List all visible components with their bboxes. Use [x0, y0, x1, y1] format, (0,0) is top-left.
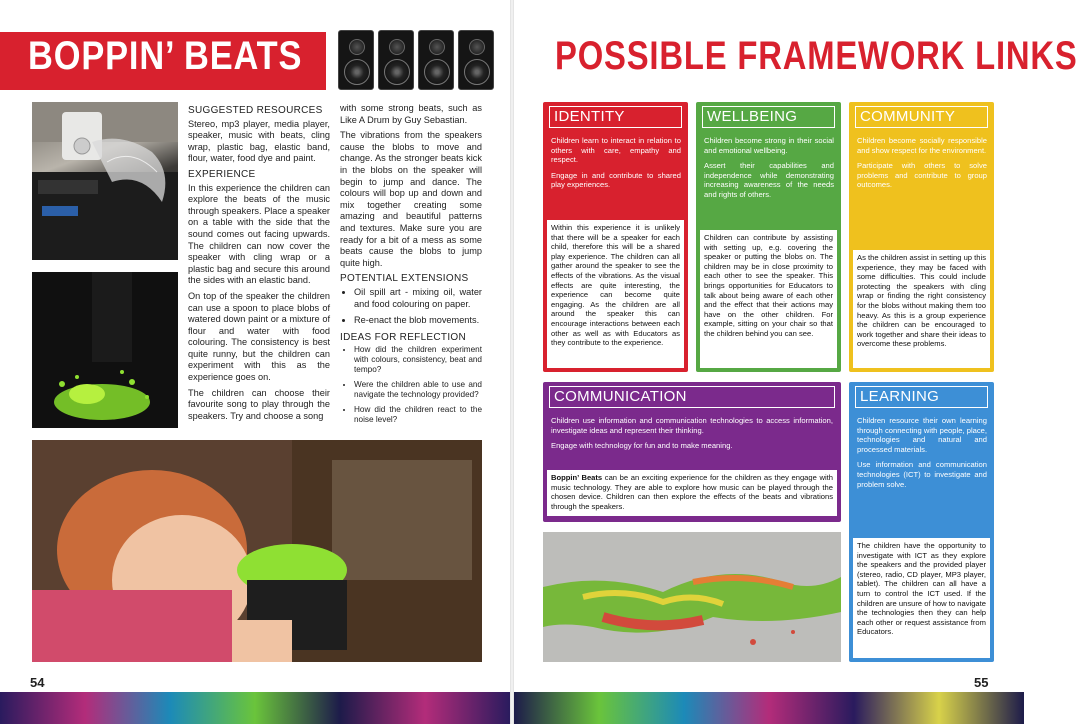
box-text — [857, 136, 987, 196]
page-number: 54 — [30, 675, 45, 690]
learning-note: The children have the opportunity to investigate with ICT as they explore the speakers and the provided player (stereo, radio, CD player, MP3 player, tablet). The children can all have a turn to control the ICT used. If the children are unsure of how to navigate the technologies then they can help each other or request assistance from Educators. — [853, 538, 990, 658]
speaker-icon — [458, 30, 494, 90]
box-text — [551, 416, 833, 457]
communication-note — [547, 470, 837, 516]
community-note: As the children assist in setting up this experience, they may be faced with some difficulties. This could include protecting the speakers with cling wrap or finding the right consistency for the blobs without making them too heavy. As this is a group experience the children can be encouraged to work together and share their ideas to overcome these problems. — [853, 250, 990, 368]
list-item: • How did the children react to the noise level? — [354, 405, 482, 425]
speaker-icon — [338, 30, 374, 90]
experience-heading: EXPERIENCE — [188, 168, 256, 180]
box-title: WELLBEING — [702, 106, 835, 128]
paint-blob-photo — [32, 272, 178, 428]
note-text: can be an exciting experience for the children as they engage with music technology. They are able to explore how music can be played through the chosen device. Children can then explore the effects of the beats and vibrations through the speakers. — [551, 473, 833, 511]
experience-paragraph: On top of the speaker the children can use a spoon to place blobs of watered down paint or a mixture of flour and water with food colouring. The consistency is best quite runny, but the children can experiment with this as the experience goes on. — [188, 290, 330, 383]
reflection-list — [340, 345, 482, 425]
box-title: IDENTITY — [549, 106, 682, 128]
outcome-text: Children resource their own learning through connecting with people, place, technologies and natural and processed materials. — [857, 416, 987, 454]
experience-paragraph: In this experience the children can explore the beats of the music through speakers. Place a speaker on a table with the side that the sound comes out facing upwards. The children can now cover the speaker with cling wrap or a plastic bag and secure this around the sides with an elastic band. — [188, 182, 330, 286]
box-text — [857, 416, 987, 495]
outcome-text: Assert their capabilities and independence while demonstrating increasing awareness of the needs and rights of others. — [704, 161, 834, 199]
outcome-text: Children learn to interact in relation to others with care, empathy and respect. — [551, 136, 681, 165]
text-column-2 — [340, 103, 482, 430]
book-spine — [510, 0, 514, 724]
box-text — [551, 136, 681, 196]
suggested-resources-text: Stereo, mp3 player, media player, speaker, music with beats, cling wrap, plastic bag, elastic band, flour, water, food dye and paint. — [188, 118, 330, 164]
reflection-heading: IDEAS FOR REFLECTION — [340, 331, 467, 343]
extensions-list — [340, 287, 482, 327]
speaker-icon — [418, 30, 454, 90]
outcome-text: Engage in and contribute to shared play experiences. — [551, 170, 681, 190]
text-column-1 — [188, 103, 330, 426]
body-paragraph: with some strong beats, such as Like A Drum by Guy Sebastian. — [340, 103, 482, 125]
box-text — [704, 136, 834, 206]
list-item: • How did the children experiment with colours, consistency, beat and tempo? — [354, 345, 482, 375]
identity-note: Within this experience it is unlikely that there will be a speaker for each child, therefore this will be a shared play experience. The children can all gather around the speaker to see the effects of the vibrations. As the visual effects are quite interesting, the experience can become quite engaging. As the children are all around the speaker this can encourage interactions between each other as well as with Educators as they contribute to the experience. — [547, 220, 684, 368]
footer-decoration — [514, 692, 1024, 724]
list-item: • Oil spill art - mixing oil, water and food colouring on paper. — [354, 287, 482, 310]
wellbeing-note: Children can contribute by assisting with setting up, e.g. covering the speaker or putting the blobs on. The children may be in close proximity to each other to see the speaker. This brings opportunities for Educators to talk about being aware of each other and the effect that their actions may have on the other children. For example, sitting on your chair so that the children behind you can see. — [700, 230, 837, 368]
child-photo — [32, 440, 482, 662]
box-title: LEARNING — [855, 386, 988, 408]
learning-box — [849, 382, 994, 662]
box-title: COMMUNITY — [855, 106, 988, 128]
speaker-icon — [378, 30, 414, 90]
outcome-text: Participate with others to solve problems and contribute to group outcomes. — [857, 161, 987, 190]
wellbeing-box — [696, 102, 841, 372]
community-box — [849, 102, 994, 372]
experience-name: Boppin’ Beats — [551, 473, 603, 482]
box-title: COMMUNICATION — [549, 386, 835, 408]
framework-title: POSSIBLE FRAMEWORK LINKS — [555, 34, 1078, 78]
communication-box — [543, 382, 841, 522]
stereo-photo — [32, 102, 178, 260]
experience-paragraph: The children can choose their favourite song to play through the speakers. Try and choose a song — [188, 387, 330, 421]
body-paragraph: The vibrations from the speakers cause the blobs to move and change. As the stronger beats kick in the blobs on the speaker will begin to jump and dance. The colours will bop up and down and mix together creating some amazing and beautiful patterns and textures. Make sure you are ready for a bit of a mess as some beats cause the blobs to jump quite high. — [340, 130, 482, 268]
footer-decoration — [0, 692, 510, 724]
list-item: • Were the children able to use and navigate the technology provided? — [354, 380, 482, 400]
outcome-text: Engage with technology for fun and to make meaning. — [551, 441, 733, 451]
page-number: 55 — [974, 675, 989, 690]
vibrations-photo — [543, 532, 841, 662]
suggested-resources-heading: SUGGESTED RESOURCES — [188, 105, 323, 116]
outcome-text: Children become socially responsible and show respect for the environment. — [857, 136, 987, 155]
outcome-text: Children use information and communication technologies to access information, investigate ideas and represent their thinking. — [551, 416, 833, 435]
outcome-text: Children become strong in their social and emotional wellbeing. — [704, 136, 834, 155]
page-title: BOPPIN’ BEATS — [28, 34, 303, 78]
identity-box — [543, 102, 688, 372]
extensions-heading: POTENTIAL EXTENSIONS — [340, 273, 469, 285]
list-item: • Re-enact the blob movements. — [354, 315, 482, 327]
outcome-text: Use information and communication technologies (ICT) to investigate and problem solve. — [857, 460, 987, 489]
